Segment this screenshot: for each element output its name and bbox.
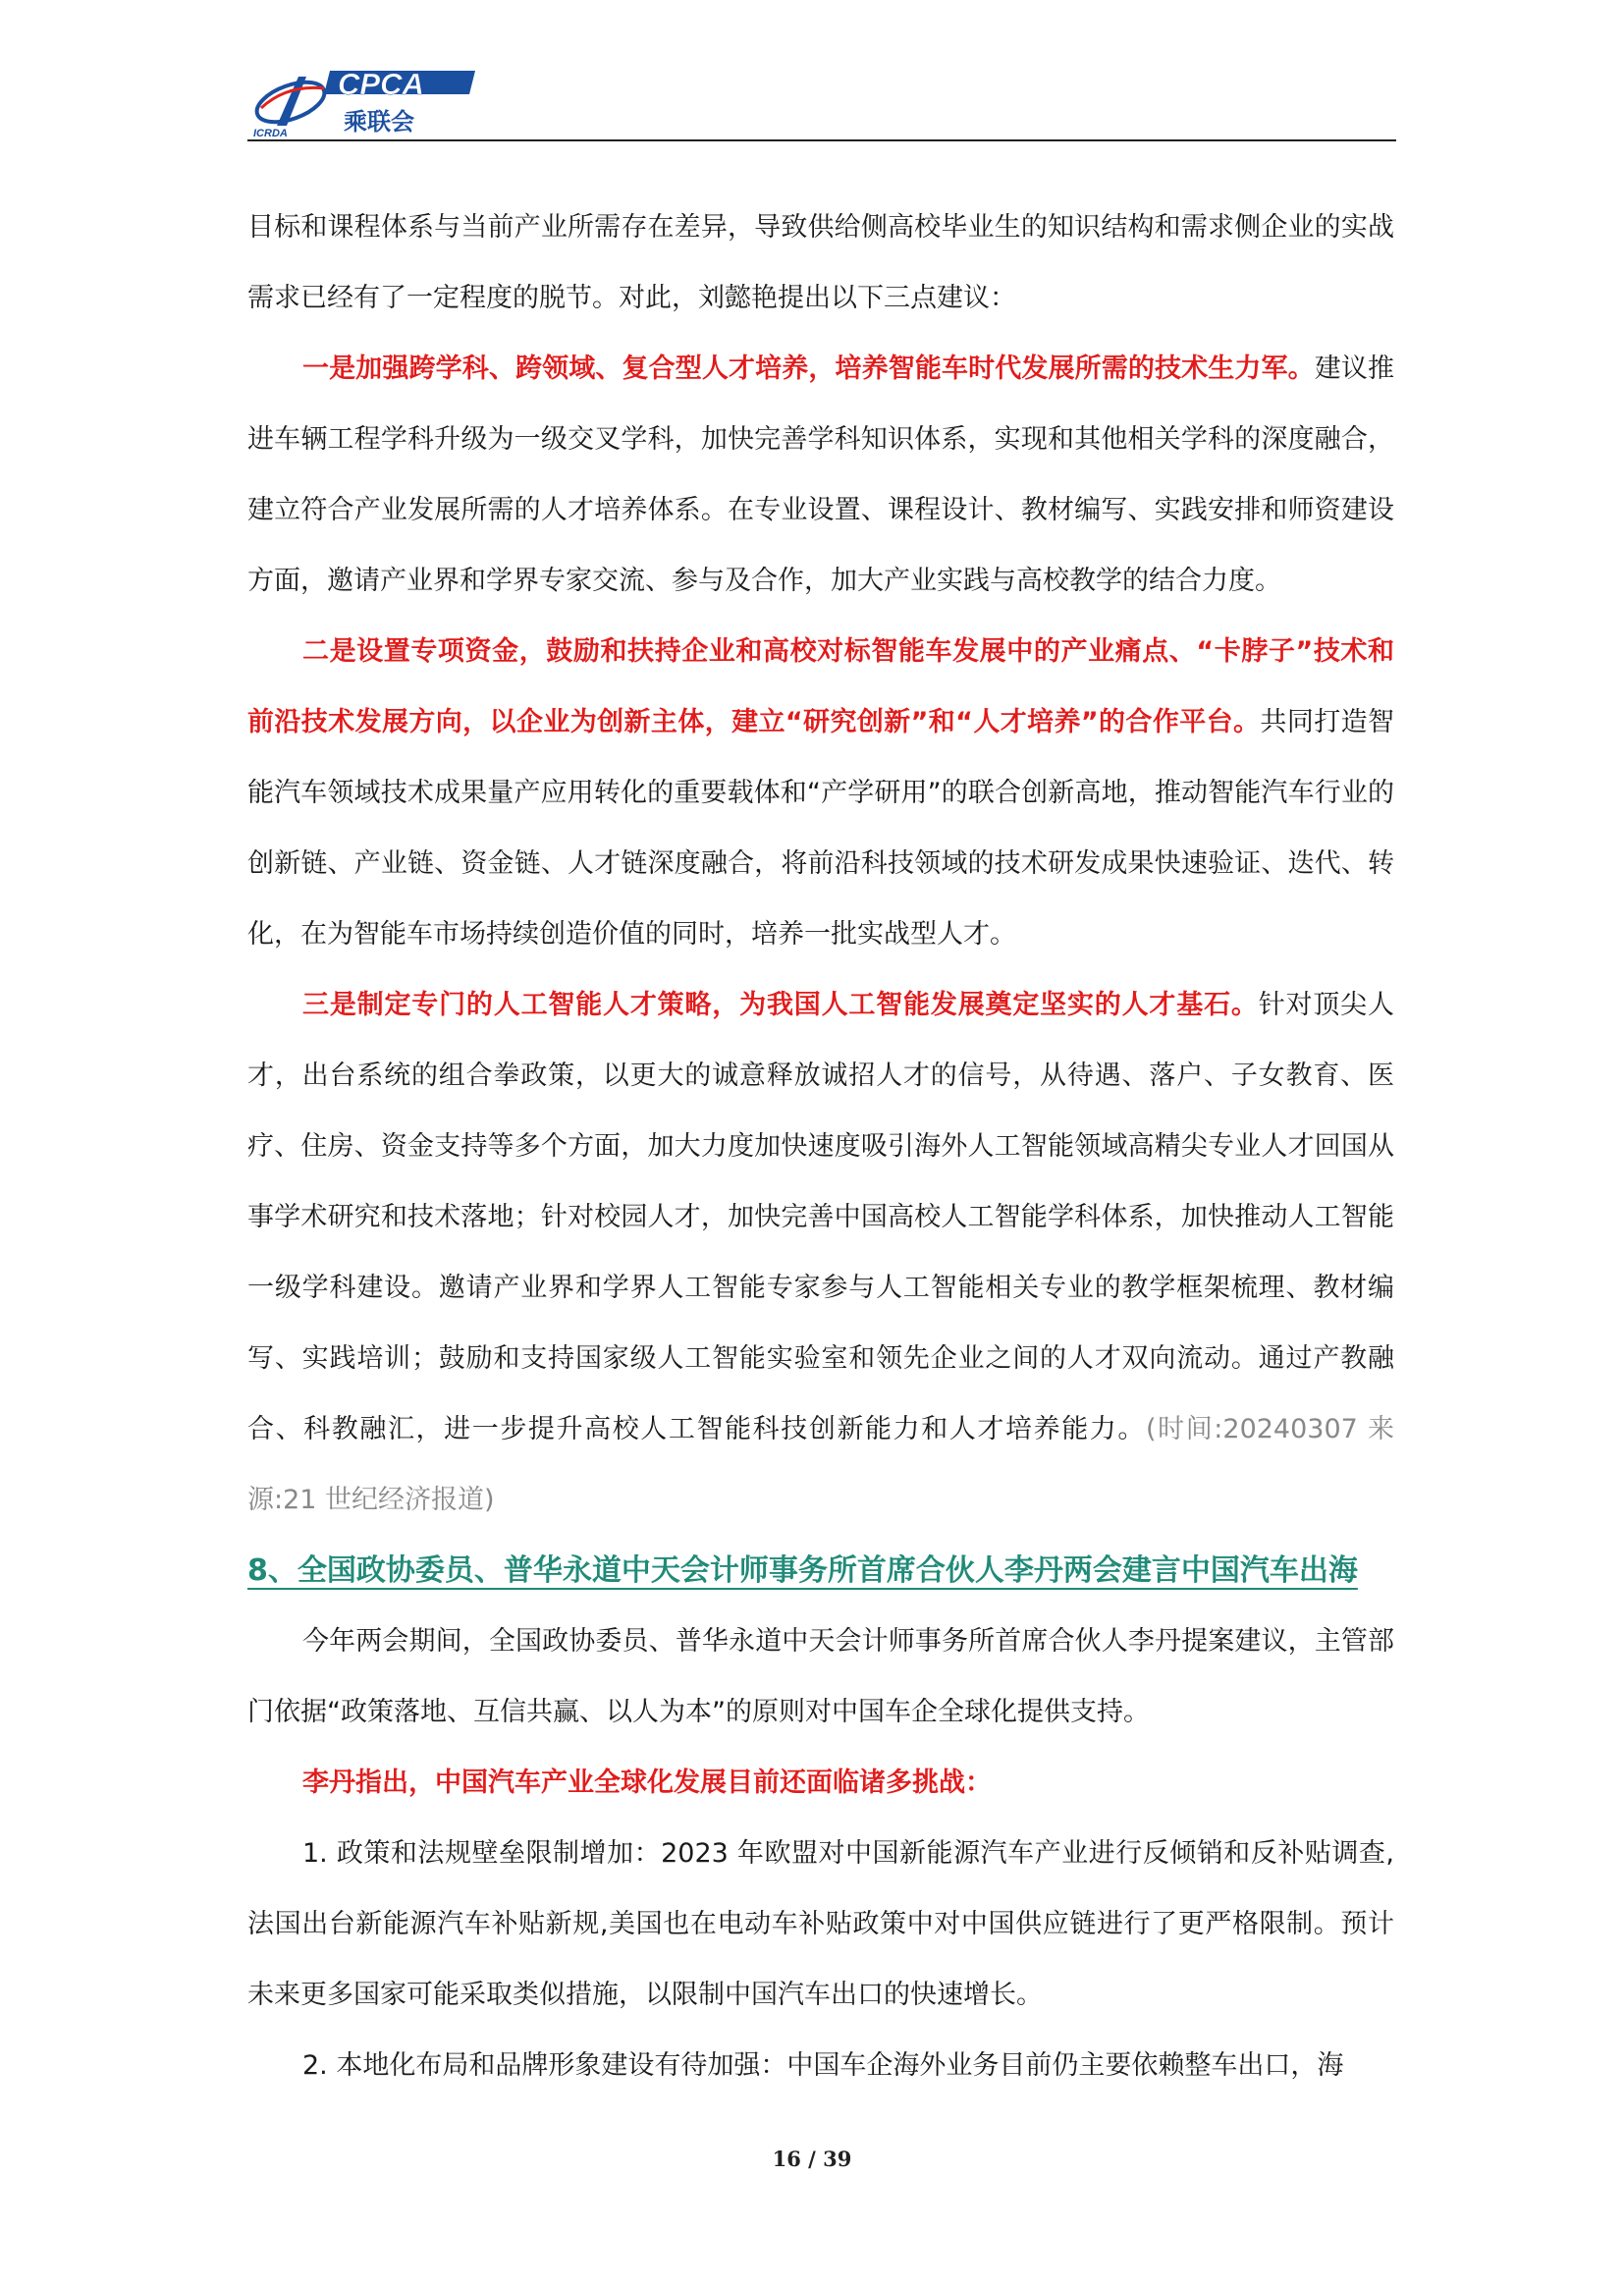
suggestion-2-text: 共同打造智能汽车领域技术成果量产应用转化的重要载体和“产学研用”的联合创新高地，推动智能汽车行业的创新链、产业链、资金链、人才链深度融合，将前沿科技领域的技术研发成果快速验证、迭代、转化，在为智能车市场持续创造价值的同时，培养一批实战型人才。 xyxy=(247,707,1395,950)
suggestion-1-text: 建议推进车辆工程学科升级为一级交叉学科，加快完善学科知识体系，实现和其他相关学科的深度融合，建立符合产业发展所需的人才培养体系。在专业设置、课程设计、教材编写、实践安排和师资建设方面，邀请产业界和学界专家交流、参与及合作，加大产业实践与高校教学的结合力度。 xyxy=(247,354,1394,596)
paragraph-2 xyxy=(247,334,1394,617)
cpca-logo xyxy=(247,65,483,139)
page-number: 16 / 39 xyxy=(772,2147,852,2171)
logo-cn-text: 乘联会 xyxy=(344,108,414,136)
logo-small-text: ICRDA xyxy=(253,128,288,139)
logo-cpca-text: CPCA xyxy=(338,67,424,101)
paragraph-5: 今年两会期间，全国政协委员、普华永道中天会计师事务所首席合伙人李丹提案建议，主管部门依据“政策落地、互信共赢、以人为本”的原则对中国车企全球化提供支持。 xyxy=(247,1626,1394,1727)
list-item-1: 1. 政策和法规壁垒限制增加：2023 年欧盟对中国新能源汽车产业进行反倾销和反补贴调查,法国出台新能源汽车补贴新规,美国也在电动车补贴政策中对中国供应链进行了更严格限制。预计未来更多国家可能采取类似措施，以限制中国汽车出口的快速增长。 xyxy=(247,1838,1394,2010)
suggestion-2-heading: 二是设置专项资金，鼓励和扶持企业和高校对标智能车发展中的产业痛点、“卡脖子”技术和前沿技术发展方向，以企业为创新主体，建立“研究创新”和“人才培养”的合作平台。 xyxy=(247,636,1394,737)
paragraph-1: 目标和课程体系与当前产业所需存在差异，导致供给侧高校毕业生的知识结构和需求侧企业的实战需求已经有了一定程度的脱节。对此，刘懿艳提出以下三点建议： xyxy=(247,212,1394,313)
source-note: (时间:20240307 来源:21 世纪经济报道) xyxy=(247,1414,1394,1515)
suggestion-1-heading: 一是加强跨学科、跨领域、复合型人才培养，培养智能车时代发展所需的技术生力军。 xyxy=(302,354,1315,384)
suggestion-3-text: 针对顶尖人才，出台系统的组合拳政策，以更大的诚意释放诚招人才的信号，从待遇、落户、子女教育、医疗、住房、资金支持等多个方面，加大力度加快速度吸引海外人工智能领域高精尖专业人才回国从事学术研究和技术落地；针对校园人才，加快完善中国高校人工智能学科体系，加快推动人工智能一级学科建设。邀请产业界和学界人工智能专家参与人工智能相关专业的教学框架梳理、教材编写、实践培训；鼓励和支持国家级人工智能实验室和领先企业之间的人才双向流动。通过产教融合、科教融汇，进一步提升高校人工智能科技创新能力和人才培养能力。 xyxy=(247,990,1395,1444)
challenges-heading: 李丹指出，中国汽车产业全球化发展目前还面临诸多挑战： xyxy=(302,1768,992,1798)
page-header xyxy=(247,59,1396,141)
paragraph-4 xyxy=(247,970,1394,1536)
suggestion-3-heading: 三是制定专门的人工智能人才策略，为我国人工智能发展奠定坚实的人才基石。 xyxy=(302,990,1259,1020)
paragraph-6 xyxy=(247,1748,1394,1819)
article-body xyxy=(247,192,1394,2101)
paragraph-3 xyxy=(247,617,1394,970)
header-rule xyxy=(247,139,1396,141)
list-item-2: 2. 本地化布局和品牌形象建设有待加强：中国车企海外业务目前仍主要依赖整车出口，海 xyxy=(302,2050,1344,2081)
section-heading-8: 8、全国政协委员、普华永道中天会计师事务所首席合伙人李丹两会建言中国汽车出海 xyxy=(247,1553,1358,1588)
